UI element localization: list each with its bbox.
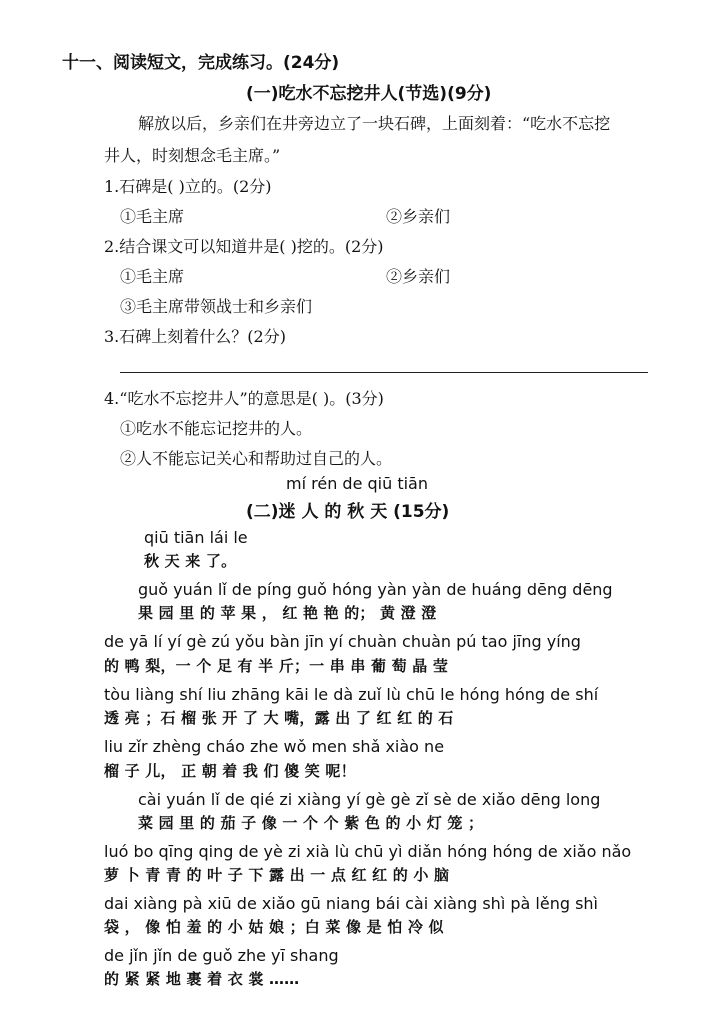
section-heading: 十一、阅读短文，完成练习。(24分) (62, 53, 340, 73)
pinyin-line-1: qiū tiān lái le (144, 528, 248, 547)
q2-option-1[interactable]: ①毛主席 (120, 267, 185, 286)
q2-option-3[interactable]: ③毛主席带领战士和乡亲们 (120, 297, 313, 316)
hanzi-line-3: 的 鸭 梨，一 个 足 有 半 斤；一 串 串 葡 萄 晶 莹 (104, 657, 449, 675)
q2-option-2[interactable]: ②乡亲们 (386, 267, 451, 286)
passage1-title: (一)吃水不忘挖井人(节选)(9分) (246, 84, 492, 104)
passage1-text-line1: 解放以后，乡亲们在井旁边立了一块石碑，上面刻着：“吃水不忘挖 (138, 114, 611, 133)
pinyin-line-5: liu zǐr zhèng cháo zhe wǒ men shǎ xiào ne (104, 737, 445, 756)
pinyin-line-7: luó bo qīng qing de yè zi xià lù chū yì diǎn hóng hóng de xiǎo nǎo (104, 842, 632, 861)
q1-option-1[interactable]: ①毛主席 (120, 207, 185, 226)
hanzi-line-5: 榴 子 儿， 正 朝 着 我 们 傻 笑 呢！ (104, 762, 356, 780)
hanzi-line-1: 秋 天 来 了。 (144, 552, 237, 570)
hanzi-line-7: 萝 卜 青 青 的 叶 子 下 露 出 一 点 红 红 的 小 脑 (104, 866, 450, 884)
q4-option-2[interactable]: ②人不能忘记关心和帮助过自己的人。 (120, 449, 393, 468)
hanzi-line-9: 的 紧 紧 地 裹 着 衣 裳 …… (104, 970, 300, 988)
passage1-text-line2: 井人，时刻想念毛主席。” (104, 146, 281, 165)
q1-option-2[interactable]: ②乡亲们 (386, 207, 451, 226)
hanzi-line-6: 菜 园 里 的 茄 子 像 一 个 个 紫 色 的 小 灯 笼 ； (138, 814, 484, 832)
pinyin-line-3: de yā lí yí gè zú yǒu bàn jīn yí chuàn chuàn pú tao jīng yíng (104, 632, 581, 651)
question-4: 4.“吃水不忘挖井人”的意思是( )。(3分) (104, 389, 384, 408)
pinyin-line-8: dai xiàng pà xiū de xiǎo gū niang bái cài xiàng shì pà lěng shì (104, 894, 598, 913)
pinyin-line-4: tòu liàng shí liu zhāng kāi le dà zuǐ lù chū le hóng hóng de shí (104, 685, 599, 704)
pinyin-line-6: cài yuán lǐ de qié zi xiàng yí gè gè zǐ sè de xiǎo dēng long (138, 790, 601, 809)
pinyin-line-2: guǒ yuán lǐ de píng guǒ hóng yàn yàn de huáng dēng dēng (138, 580, 613, 599)
q3-answer-line[interactable] (120, 372, 648, 373)
passage2-title: (二)迷 人 的 秋 天 (15分) (246, 502, 450, 522)
hanzi-line-4: 透 亮 ；石 榴 张 开 了 大 嘴，露 出 了 红 红 的 石 (104, 709, 454, 727)
question-2: 2.结合课文可以知道井是( )挖的。(2分) (104, 237, 384, 256)
hanzi-line-2: 果 园 里 的 苹 果 ， 红 艳 艳 的； 黄 澄 澄 (138, 604, 437, 622)
hanzi-line-8: 袋 ， 像 怕 羞 的 小 姑 娘 ；白 菜 像 是 怕 冷 似 (104, 918, 444, 936)
question-3: 3.石碑上刻着什么？(2分) (104, 327, 286, 346)
question-1: 1.石碑是( )立的。(2分) (104, 177, 272, 196)
passage2-title-pinyin: mí rén de qiū tiān (286, 474, 428, 493)
q4-option-1[interactable]: ①吃水不能忘记挖井的人。 (120, 419, 313, 438)
pinyin-line-9: de jǐn jǐn de guǒ zhe yī shang (104, 946, 339, 965)
